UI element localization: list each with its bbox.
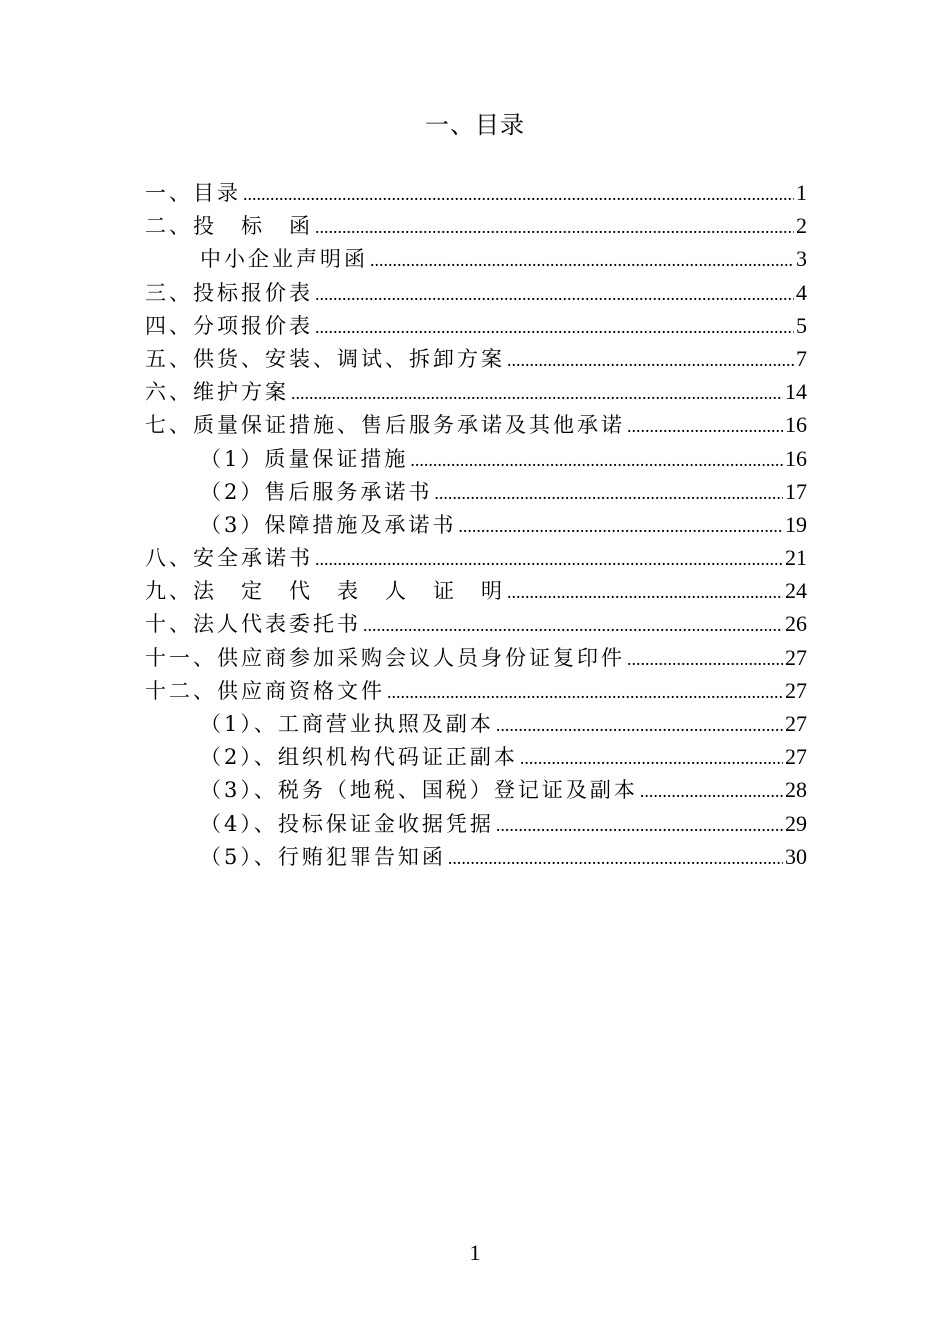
toc-dot-leader — [496, 709, 783, 742]
toc-dot-leader — [315, 278, 794, 311]
toc-entry-label: （1）、工商营业执照及副本 — [200, 712, 494, 736]
toc-entry[interactable] — [145, 840, 807, 873]
toc-entry[interactable] — [145, 408, 807, 441]
toc-dot-leader — [448, 842, 783, 875]
toc-entry[interactable] — [145, 508, 807, 541]
toc-entry[interactable] — [145, 674, 807, 707]
toc-entry-page: 21 — [785, 545, 807, 571]
toc-entry-label: 八、安全承诺书 — [145, 546, 313, 571]
toc-entry-label: 七、质量保证措施、售后服务承诺及其他承诺 — [145, 413, 625, 438]
toc-entry-label: （3）保障措施及承诺书 — [200, 512, 457, 537]
toc-entry-label: 十、法人代表委托书 — [145, 612, 361, 637]
toc-entry[interactable] — [145, 276, 807, 309]
toc-entry-page: 4 — [796, 279, 807, 305]
toc-entry[interactable] — [145, 773, 807, 806]
toc-entry-page: 17 — [785, 478, 807, 504]
toc-entry-label: 五、供货、安装、调试、拆卸方案 — [145, 346, 505, 371]
toc-entry-page: 7 — [796, 345, 807, 371]
toc-entry[interactable] — [145, 342, 807, 375]
toc-entry[interactable] — [145, 442, 807, 475]
toc-entry-page: 3 — [796, 246, 807, 272]
toc-entry-label: 四、分项报价表 — [145, 313, 313, 338]
toc-entry-page: 29 — [785, 810, 807, 836]
toc-entry-label: （1）质量保证措施 — [200, 446, 409, 471]
toc-entry-page: 2 — [796, 213, 807, 239]
toc-dot-leader — [627, 643, 783, 676]
toc-dot-leader — [507, 576, 783, 609]
toc-entry-page: 27 — [785, 744, 807, 770]
toc-entry-page: 26 — [785, 611, 807, 637]
table-of-contents — [145, 176, 807, 873]
toc-dot-leader — [291, 377, 783, 410]
toc-entry[interactable] — [145, 375, 807, 408]
page-number: 1 — [469, 1240, 481, 1265]
toc-entry-page: 19 — [785, 511, 807, 537]
toc-entry[interactable] — [145, 707, 807, 740]
toc-entry-page: 30 — [785, 843, 807, 869]
toc-entry-page: 14 — [785, 379, 807, 405]
toc-entry-label: 九、法 定 代 表 人 证 明 — [145, 579, 505, 604]
toc-entry-label: （5）、行贿犯罪告知函 — [200, 844, 446, 869]
toc-dot-leader — [627, 410, 783, 443]
toc-entry-page: 16 — [785, 412, 807, 438]
toc-dot-leader — [370, 244, 794, 277]
page-title: 一、目录 — [425, 111, 525, 139]
toc-entry-label: 十二、供应商资格文件 — [145, 678, 385, 703]
toc-entry[interactable] — [145, 607, 807, 640]
toc-entry-label: 三、投标报价表 — [145, 280, 313, 305]
toc-entry-page: 5 — [796, 312, 807, 338]
toc-dot-leader — [496, 809, 783, 842]
toc-entry[interactable] — [145, 541, 807, 574]
toc-entry-label: 二、投 标 函 — [145, 214, 313, 239]
toc-entry-label: 十一、供应商参加采购会议人员身份证复印件 — [145, 645, 625, 670]
toc-dot-leader — [387, 676, 783, 709]
toc-entry-label: 一、目录 — [145, 181, 241, 205]
toc-entry[interactable] — [145, 176, 807, 209]
toc-dot-leader — [458, 510, 783, 543]
toc-entry[interactable] — [145, 740, 807, 773]
toc-dot-leader — [315, 311, 794, 344]
toc-entry-page: 1 — [796, 180, 807, 205]
toc-dot-leader — [434, 477, 783, 510]
toc-dot-leader — [640, 775, 783, 808]
toc-entry-page: 16 — [785, 445, 807, 471]
toc-dot-leader — [363, 609, 783, 642]
toc-entry[interactable] — [145, 475, 807, 508]
toc-dot-leader — [520, 742, 783, 775]
toc-dot-leader — [507, 344, 794, 377]
toc-entry-label: 中小企业声明函 — [200, 247, 368, 272]
toc-entry[interactable] — [145, 309, 807, 342]
toc-dot-leader — [315, 211, 794, 244]
toc-dot-leader — [315, 543, 783, 576]
toc-dot-leader — [410, 444, 783, 477]
toc-entry-page: 27 — [785, 677, 807, 703]
toc-entry[interactable] — [145, 209, 807, 242]
toc-dot-leader — [243, 178, 794, 211]
toc-entry-label: （2）售后服务承诺书 — [200, 479, 433, 504]
toc-entry[interactable] — [145, 574, 807, 607]
toc-entry-page: 28 — [785, 777, 807, 803]
toc-entry-page: 27 — [785, 711, 807, 736]
toc-entry[interactable] — [145, 641, 807, 674]
toc-entry-page: 27 — [785, 644, 807, 670]
toc-entry[interactable] — [145, 242, 807, 275]
toc-entry[interactable] — [145, 807, 807, 840]
toc-entry-label: （2）、组织机构代码证正副本 — [200, 745, 518, 770]
toc-entry-label: 六、维护方案 — [145, 380, 289, 405]
toc-entry-label: （4）、投标保证金收据凭据 — [200, 811, 494, 836]
toc-entry-page: 24 — [785, 578, 807, 604]
toc-entry-label: （3）、税务（地税、国税）登记证及副本 — [200, 778, 638, 803]
